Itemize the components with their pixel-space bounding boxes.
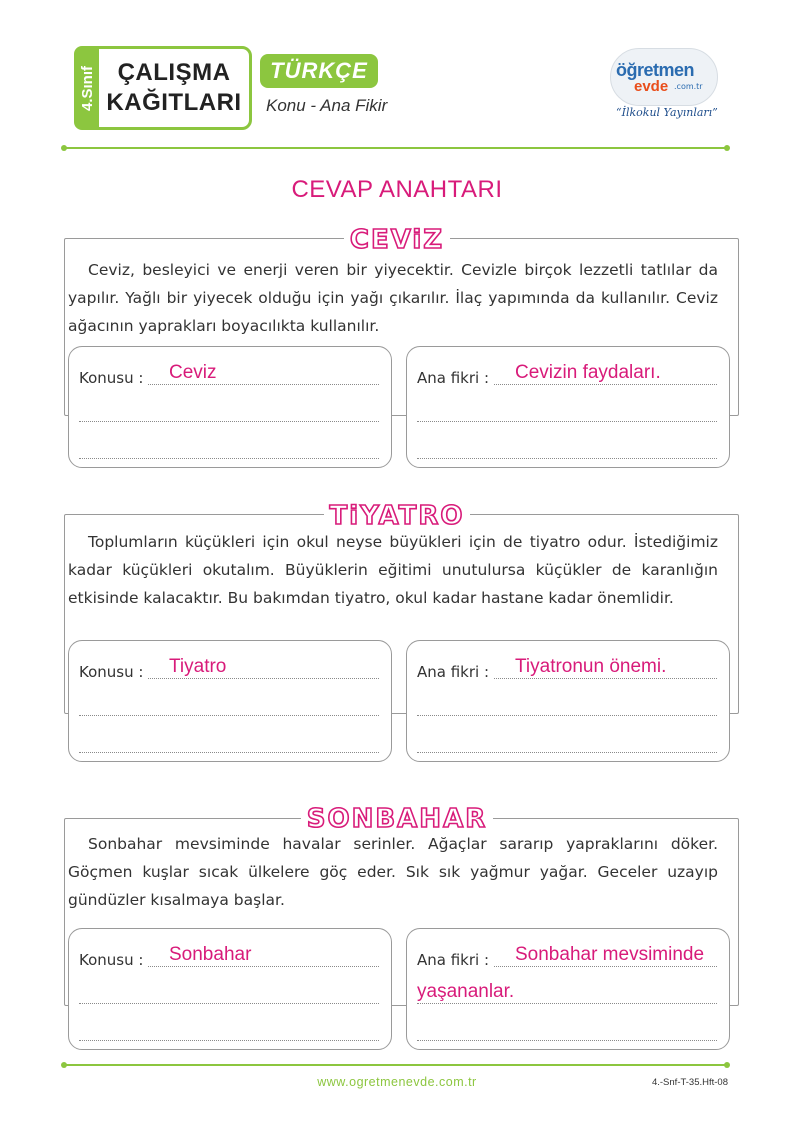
subject-badge: TÜRKÇE: [260, 54, 378, 88]
answer-line[interactable]: [417, 1021, 717, 1041]
footer-document-code: 4.-Snf-T-35.Hft-08: [651, 1077, 728, 1088]
main-idea-answer: Sonbahar mevsiminde: [515, 944, 705, 965]
answer-line[interactable]: [79, 696, 379, 716]
footer-divider: [64, 1064, 727, 1066]
answer-line[interactable]: [79, 984, 379, 1004]
answer-line[interactable]: [79, 1021, 379, 1041]
topic-label: Konusu :: [79, 663, 147, 681]
section-title: CEViZ: [344, 225, 450, 255]
answer-line[interactable]: [417, 733, 717, 753]
main-idea-answer-box: [406, 346, 730, 468]
main-idea-answer: Cevizin faydaları.: [515, 362, 661, 383]
section-ceviz-title-wrap: [0, 225, 794, 255]
answer-line[interactable]: [79, 402, 379, 422]
section-sonbahar-title-wrap: [0, 804, 794, 834]
header-divider: [64, 147, 727, 149]
main-idea-answer-box: [406, 928, 730, 1050]
worksheet-title-box: [96, 46, 252, 130]
main-idea-label: Ana fikri :: [417, 369, 493, 387]
answer-line[interactable]: [417, 362, 717, 387]
topic-label: Konusu :: [79, 369, 147, 387]
topic-answer-box: [68, 640, 392, 762]
logo-domain-text: .com.tr: [674, 82, 703, 91]
answer-line[interactable]: [79, 439, 379, 459]
topic-answer-box: [68, 928, 392, 1050]
main-idea-answer-box: [406, 640, 730, 762]
section-title: TiYATRO: [324, 501, 471, 531]
answer-line[interactable]: [417, 981, 717, 1004]
answer-line[interactable]: [417, 402, 717, 422]
footer-website-link[interactable]: www.ogretmenevde.com.tr: [317, 1075, 477, 1089]
answer-key-title: CEVAP ANAHTARI: [291, 176, 503, 203]
topic-answer-box: [68, 346, 392, 468]
answer-line[interactable]: [417, 439, 717, 459]
topic-answer: Tiyatro: [169, 656, 227, 677]
answer-line[interactable]: [417, 696, 717, 716]
main-idea-answer: Tiyatronun önemi.: [515, 656, 667, 677]
answer-line[interactable]: [417, 656, 717, 681]
answer-line[interactable]: [417, 944, 717, 969]
topic-label: Konusu :: [79, 951, 147, 969]
logo-brand-text: öğretmen: [616, 60, 695, 80]
topic-answer: Sonbahar: [169, 944, 252, 965]
grade-label: 4.Sınıf: [78, 65, 96, 111]
main-idea-label: Ana fikri :: [417, 663, 493, 681]
answer-line[interactable]: [79, 656, 379, 681]
topic-answer: Ceviz: [169, 362, 217, 383]
logo-tagline: “İlkokul Yayınları”: [616, 106, 718, 119]
section-title: SONBAHAR: [301, 804, 493, 834]
logo-brand-text-2: evde: [634, 78, 669, 95]
publisher-logo: [606, 46, 722, 128]
section-ceviz-passage: Ceviz, besleyici ve enerji veren bir yiyecektir. Cevizle birçok lezzetli tatlılar da yapılır. Yağlı bir yiyecek olduğu için yağı çıkarılır. İlaç yapımında da kullanılır. Ceviz ağacının yaprakları boyacılıkta kullanılır.: [68, 261, 718, 335]
main-idea-answer-continued: yaşananlar.: [417, 981, 515, 1002]
title-line-1: ÇALIŞMA: [117, 59, 231, 86]
answer-line[interactable]: [79, 733, 379, 753]
answer-line[interactable]: [79, 944, 379, 969]
main-idea-label: Ana fikri :: [417, 951, 493, 969]
title-line-2: KAĞITLARI: [106, 89, 242, 116]
section-sonbahar-passage: Sonbahar mevsiminde havalar serinler. Ağaçlar sararıp yapraklarını döker. Göçmen kuşlar sıcak ülkelere göç eder. Sık sık yağmur yağar. Geceler uzayıp gündüzler kısalmaya başlar.: [68, 835, 718, 909]
answer-line[interactable]: [79, 362, 379, 387]
section-tiyatro-title-wrap: [0, 501, 794, 531]
topic-subtitle: Konu - Ana Fikir: [266, 96, 388, 115]
section-tiyatro-passage: Toplumların küçükleri için okul neyse büyükleri için de tiyatro odur. İstediğimiz kadar küçükleri okutalım. Büyüklerin eğitimi unutulursa küçükler de karanlığın etkisinde kalacaktır. Bu bakımdan tiyatro, okul kadar hastane kadar önemlidir.: [68, 533, 718, 607]
